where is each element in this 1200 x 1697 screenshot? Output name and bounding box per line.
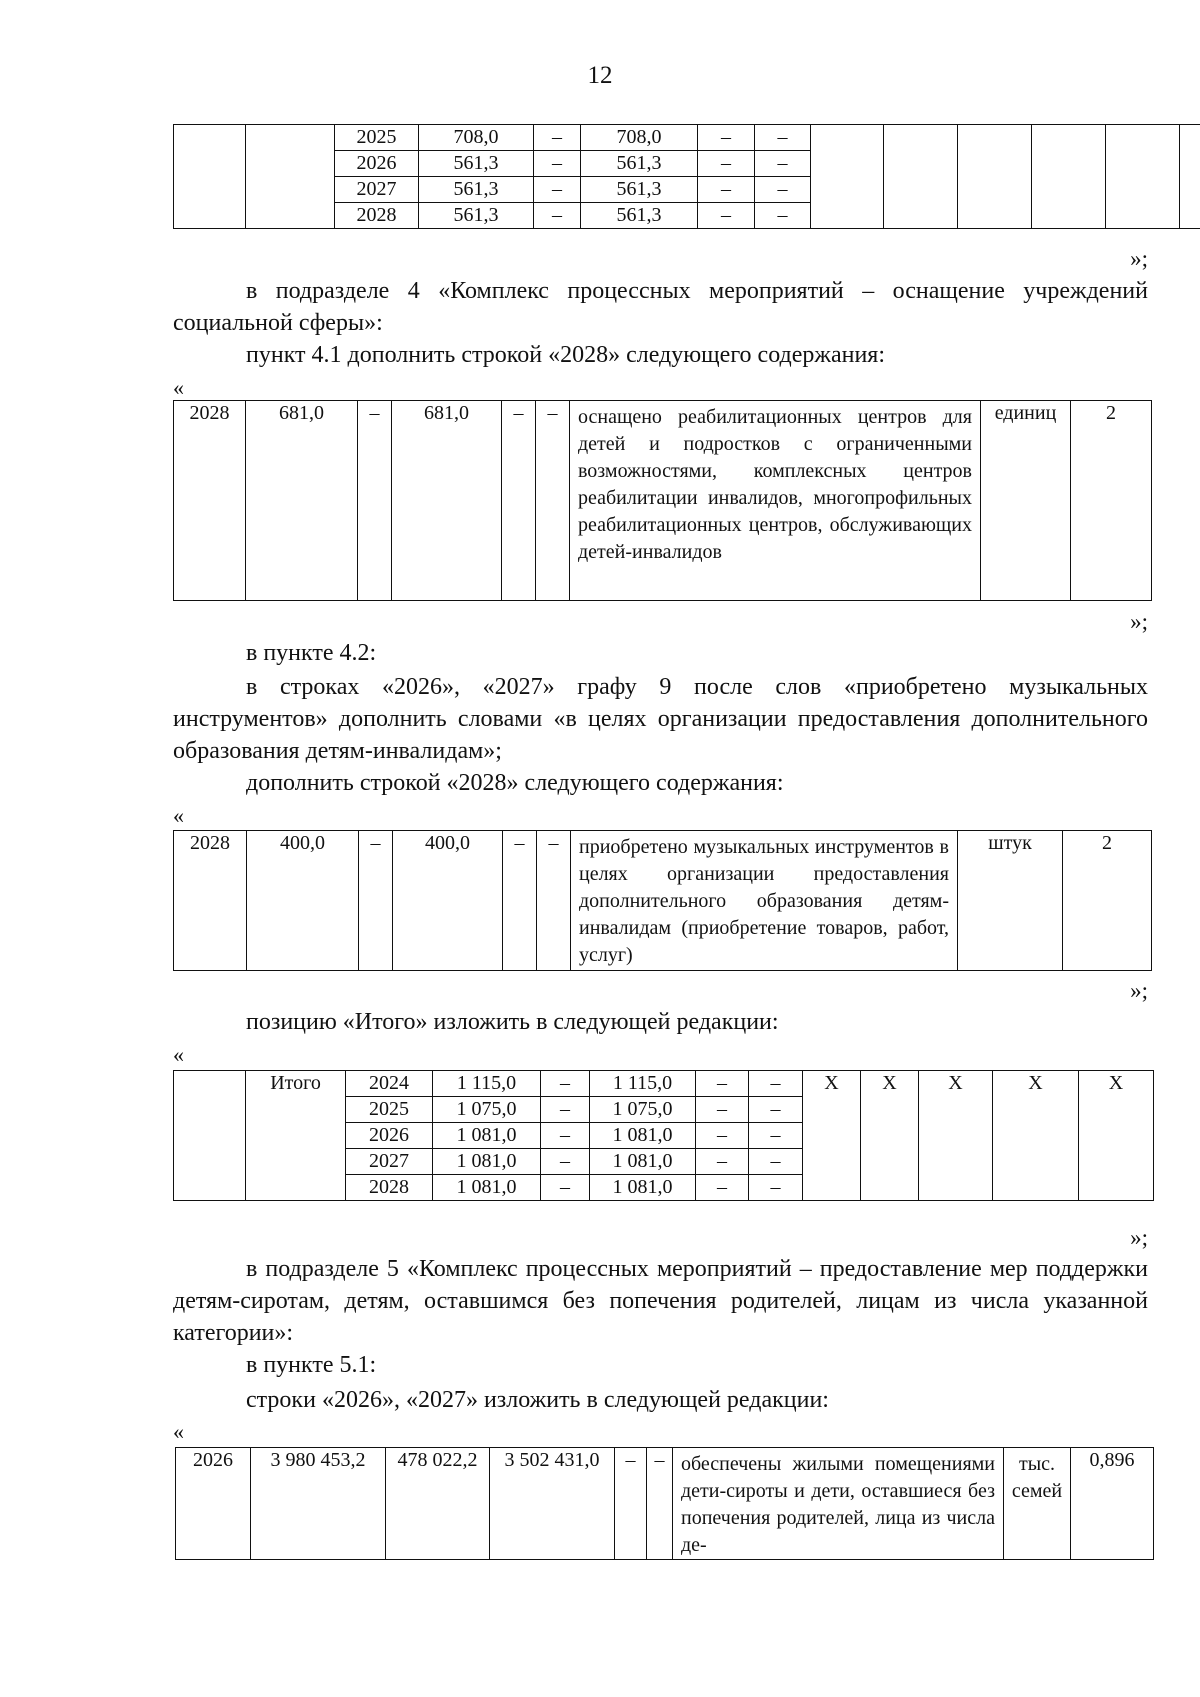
table-row: 2028 1 081,0 – 1 081,0 – – — [174, 1175, 1154, 1201]
result-cell: приобретено музыкальных инструментов в целях организации предоставления дополнительного образования детям-инвалидам (приобретение товаров, работ, услуг) — [571, 831, 958, 971]
table-row: 2025 1 075,0 – 1 075,0 – – — [174, 1097, 1154, 1123]
table-row: 2028 681,0 – 681,0 – – оснащено реабилитационных центров для детей и подростков с ограниченными возможностями, комплексных центров реабилитации инвалидов, многопрофильных реабилитационных центров, обслуживающих детей-инвалидов единиц 2 — [174, 401, 1152, 601]
close-quote: »; — [1130, 609, 1148, 634]
value-cell: 2 — [1063, 831, 1152, 971]
year-cell: 2026 — [176, 1448, 251, 1560]
table-row: 2026 1 081,0 – 1 081,0 – – — [174, 1123, 1154, 1149]
value-cell: 0,896 — [1071, 1448, 1154, 1560]
table-point-4-1-row-2028 — [173, 400, 1152, 601]
unit-cell: тыс. семей — [1004, 1448, 1071, 1560]
result-cell: обеспечены жилыми помещениями дети-сироты и дети, оставшиеся без попечения родителей, лица из числа де- — [673, 1448, 1004, 1560]
x-mark: Х — [1079, 1071, 1154, 1201]
paragraph-itogo: позицию «Итого» изложить в следующей редакции: — [246, 1009, 779, 1035]
year-cell: 2027 — [335, 177, 419, 203]
unit-cell: единиц — [981, 401, 1071, 601]
table-row: 2026 3 980 453,2 478 022,2 3 502 431,0 – – обеспечены жилыми помещениями дети-сироты и дети, оставшиеся без попечения родителей, лица из числа де- тыс. семей 0,896 — [176, 1448, 1154, 1560]
x-mark: Х — [993, 1071, 1079, 1201]
unit-cell: штук — [958, 831, 1063, 971]
table-point-5-1-row-2026 — [175, 1447, 1154, 1560]
x-mark: Х — [919, 1071, 993, 1201]
paragraph-rows-2026-2027-edit: строки «2026», «2027» изложить в следующей редакции: — [246, 1387, 829, 1413]
open-quote: « — [173, 1042, 184, 1067]
year-cell: 2028 — [335, 203, 419, 229]
year-cell: 2026 — [335, 151, 419, 177]
result-cell: оснащено реабилитационных центров для детей и подростков с ограниченными возможностями, комплексных центров реабилитации инвалидов, многопрофильных реабилитационных центров, обслуживающих детей-инвалидов — [570, 401, 981, 601]
table-point-4-2-row-2028 — [173, 830, 1152, 971]
year-cell: 2028 — [346, 1175, 433, 1201]
open-quote: « — [173, 803, 184, 828]
table-row: 2027 1 081,0 – 1 081,0 – – — [174, 1149, 1154, 1175]
table-row: Итого 2024 1 115,0 – 1 115,0 – – Х Х Х Х Х — [174, 1071, 1154, 1097]
year-cell: 2025 — [346, 1097, 433, 1123]
page-number: 12 — [587, 62, 613, 89]
year-cell: 2027 — [346, 1149, 433, 1175]
close-quote: »; — [1130, 1225, 1148, 1250]
table-row: 2028 561,3 – 561,3 – – — [174, 203, 1200, 229]
table-row: 2027 561,3 – 561,3 – – — [174, 177, 1200, 203]
paragraph-point-4-1: пункт 4.1 дополнить строкой «2028» следующего содержания: — [246, 342, 886, 368]
close-quote: »; — [1130, 246, 1148, 271]
table-itogo — [173, 1070, 1154, 1201]
paragraph-subsection-4: в подразделе 4 «Комплекс процессных мероприятий – оснащение учреждений социальной сферы»: — [173, 278, 1148, 336]
open-quote: « — [173, 1419, 184, 1444]
table-continuation — [173, 124, 1200, 229]
paragraph-subsection-5: в подразделе 5 «Комплекс процессных мероприятий – предоставление мер поддержки детям-сиротам, детям, оставшимся без попечения родителей, лицам из числа указанной категории»: — [173, 1256, 1148, 1346]
year-cell: 2024 — [346, 1071, 433, 1097]
year-cell: 2028 — [174, 401, 246, 601]
table-row: 2028 400,0 – 400,0 – – приобретено музыкальных инструментов в целях организации предоставления дополнительного образования детям-инвалидам (приобретение товаров, работ, услуг) штук 2 — [174, 831, 1152, 971]
value-cell: 2 — [1071, 401, 1152, 601]
paragraph-point-4-2: в пункте 4.2: — [246, 640, 377, 666]
paragraph-rows-2026-2027: в строках «2026», «2027» графу 9 после слов «приобретено музыкальных инструментов» дополнить словами «в целях организации предоставления дополнительного образования детям-инвалидам»; — [173, 674, 1148, 764]
close-quote: »; — [1130, 978, 1148, 1003]
open-quote: « — [173, 375, 184, 400]
year-cell: 2025 — [335, 125, 419, 151]
x-mark: Х — [861, 1071, 919, 1201]
table-row: 2025 708,0 – 708,0 – – — [174, 125, 1200, 151]
itogo-label: Итого — [246, 1071, 346, 1201]
year-cell: 2026 — [346, 1123, 433, 1149]
x-mark: Х — [803, 1071, 861, 1201]
year-cell: 2028 — [174, 831, 247, 971]
table-row: 2026 561,3 – 561,3 – – — [174, 151, 1200, 177]
paragraph-add-row-2028: дополнить строкой «2028» следующего содержания: — [246, 770, 784, 796]
paragraph-point-5-1: в пункте 5.1: — [246, 1352, 377, 1378]
